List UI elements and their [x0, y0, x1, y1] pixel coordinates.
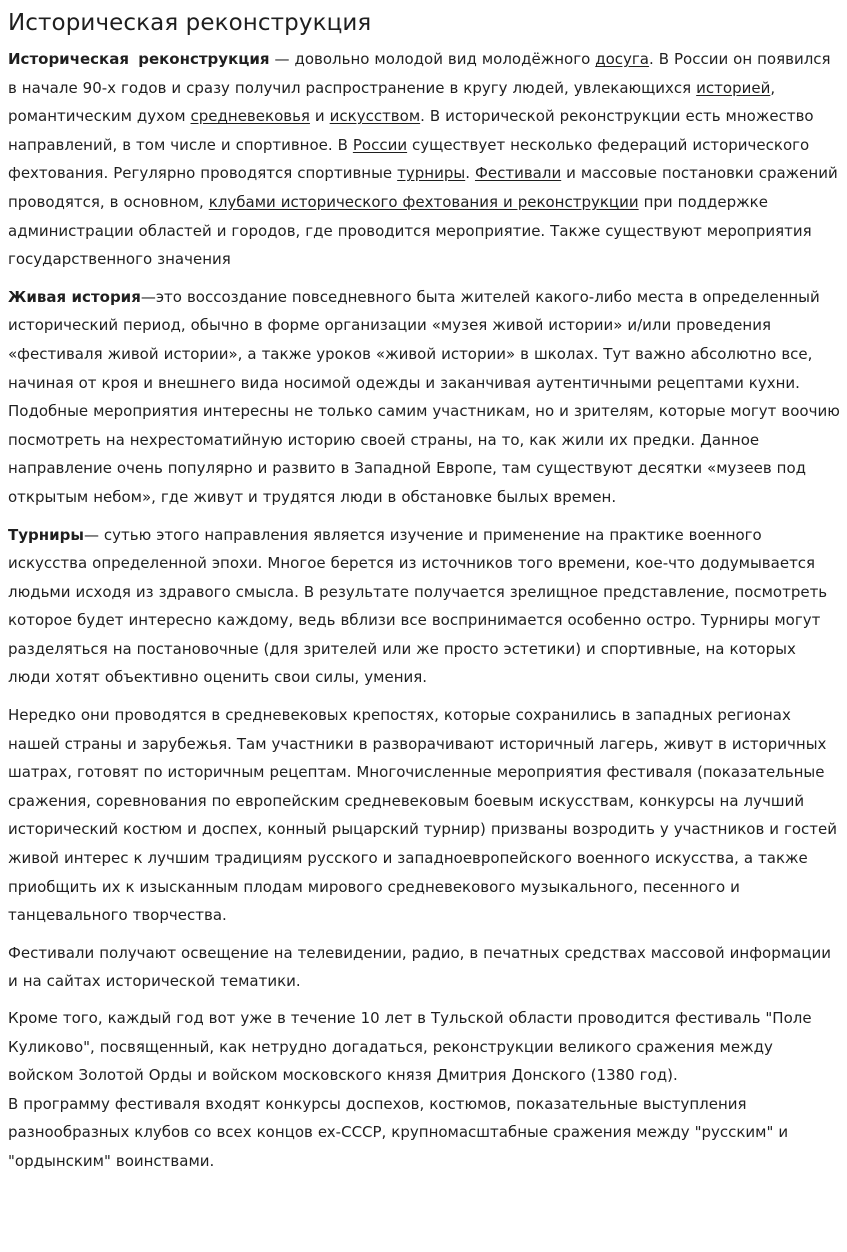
paragraph-intro: Историческая реконструкция — довольно молодой вид молодёжного досуга. В России он появился в начале 90-х годов и сразу получил распространение в кругу людей, увлекающихся историей, романтическим духом средневековья и искусством. В исторической реконструкции есть множество направлений, в том числе и спортивное. В России существует несколько федераций исторического фехтования. Регулярно проводятся спортивные турниры. Фестивали и массовые постановки сражений проводятся, в основном, клубами исторического фехтования и реконструкции при поддержке администрации областей и городов, где проводится мероприятие. Также существуют мероприятия государственного значения — [8, 50, 838, 269]
paragraph-tournaments: Турниры— сутью этого направления является изучение и применение на практике военного искусства определенной эпохи. Многое берется из источников того времени, кое-что додумывается людьми исходя из здравого смысла. В результате получается зрелищное представление, посмотреть которое будет интересно каждому, ведь вблизи все воспринимается особенно остро. Турниры могут разделяться на постановочные (для зрителей или же просто эстетики) и спортивные, на которых люди хотят объективно оценить свои силы, умения. — [8, 525, 828, 687]
link-middle-ages[interactable]: средневековья — [190, 107, 310, 126]
term-living-history: Живая история — [8, 287, 141, 306]
paragraph-fortresses: Нередко они проводятся в средневековых крепостях, которые сохранились в западных регионах нашей страны и зарубежья. Там участники в разворачивают историчный лагерь, живут в историчных шатрах, готовят по историчным рецептам. Многочисленные мероприятия фестиваля (показательные сражения, соревнования по европейским средневековым боевым искусствам, конкурсы на лучший исторический костюм и доспех, конный рыцарский турнир) призваны возродить у участников и гостей живой интерес к лучшим традициям русского и западноевропейского военного искусства, а также приобщить их к изысканным плодам мирового средневекового музыкального, песенного и танцевального творчества. — [8, 706, 838, 925]
article — [8, 0, 841, 1185]
link-leisure[interactable]: досуга — [595, 50, 649, 68]
link-history[interactable]: историей — [696, 78, 771, 97]
paragraph-living-history: Живая история—это воссоздание повседневного быта жителей какого-либо места в определенный исторический период, обычно в форме организации «музея живой истории» и/или проведения «фестиваля живой истории», а также уроков «живой истории» в школах. Тут важно абсолютно все, начиная от кроя и внешнего вида носимой одежды и заканчивая аутентичными рецептами кухни. Подобные мероприятия интересны не только самим участникам, но и зрителям, которые могут воочию посмотреть на нехрестоматийную историю своей страны, на то, как жили их предки. Данное направление очень популярно и развито в Западной Европе, там существуют десятки «музеев под открытым небом», где живут и трудятся люди в обстановке былых времен. — [8, 287, 840, 506]
term-tournaments: Турниры — [8, 525, 84, 544]
paragraph-media: Фестивали получают освещение на телевидении, радио, в печатных средствах массовой информации и на сайтах исторической тематики. — [8, 943, 831, 991]
link-tournaments[interactable]: турниры — [397, 164, 466, 183]
link-festivals[interactable]: Фестивали — [474, 164, 562, 183]
paragraph-kulikovo-field: Кроме того, каждый год вот уже в течение 10 лет в Тульской области проводится фестиваль "Поле Куликово", посвященный, как нетрудно догадаться, реконструкции великого сражения между войском Золотой Орды и войском московского князя Дмитрия Донского (1380 год). В программу фестиваля входят конкурсы доспехов, костюмов, показательные выступления разнообразных клубов со всех концов ex-СССР, крупномасштабные сражения между "русским" и "ордынским" воинствами. — [8, 1009, 812, 1170]
link-russia[interactable]: России — [352, 135, 408, 154]
link-fencing-clubs[interactable]: клубами исторического фехтования и реконструкции — [208, 192, 639, 211]
link-art[interactable]: искусством — [329, 107, 421, 126]
page-title: Историческая реконструкция — [8, 10, 372, 36]
term-historical-reconstruction: Историческая реконструкция — [8, 50, 270, 68]
